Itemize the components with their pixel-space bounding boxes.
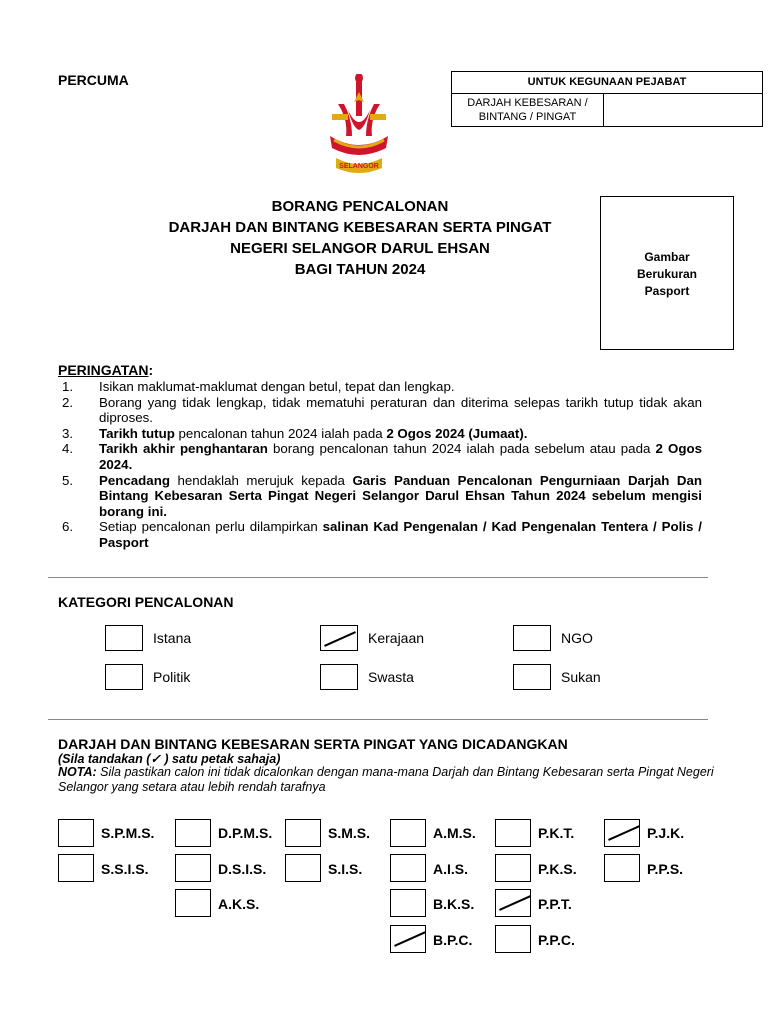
- warning-heading: [58, 362, 153, 378]
- checkbox-sms[interactable]: [285, 819, 321, 847]
- item-plain: pencalonan tahun 2024 ialah pada: [174, 425, 387, 441]
- office-use-label: [452, 93, 604, 126]
- award-label-dsis: D.S.I.S.: [218, 861, 267, 877]
- checkbox-bks[interactable]: [390, 889, 426, 917]
- award-label-bpc: B.P.C.: [433, 932, 473, 948]
- warning-heading-text: PERINGATAN: [58, 362, 149, 378]
- photo-line3: Pasport: [644, 284, 690, 298]
- office-use-title: UNTUK KEGUNAAN PEJABAT: [452, 72, 762, 94]
- item-plain: hendaklah merujuk kepada: [169, 472, 353, 488]
- category-label-sukan: Sukan: [561, 669, 601, 685]
- award-label-sms: S.M.S.: [328, 825, 371, 841]
- checkbox-dsis[interactable]: [175, 854, 211, 882]
- checkbox-ssis[interactable]: [58, 854, 94, 882]
- item-number: 2.: [62, 394, 74, 410]
- award-label-pps: P.P.S.: [647, 861, 684, 877]
- photo-line1: Gambar: [644, 250, 690, 264]
- item-bold: Tarikh akhir penghantaran: [99, 441, 268, 457]
- item-bold: Pencadang: [99, 472, 170, 488]
- list-item: [58, 441, 702, 472]
- award-label-ppc: P.P.C.: [538, 932, 575, 948]
- photo-line2: Berukuran: [636, 267, 698, 281]
- award-label-spms: S.P.M.S.: [101, 825, 155, 841]
- list-item: [58, 519, 702, 550]
- instruction-part-b: ) satu petak sahaja): [160, 752, 281, 766]
- checkbox-swasta[interactable]: [320, 664, 358, 690]
- item-number: 1.: [62, 379, 74, 394]
- checkbox-kerajaan[interactable]: [320, 625, 358, 651]
- award-label-bks: B.K.S.: [433, 896, 475, 912]
- item-text: [99, 473, 702, 520]
- list-item: [58, 426, 702, 442]
- section-divider: [48, 577, 708, 578]
- awards-heading: DARJAH DAN BINTANG KEBESARAN SERTA PINGAT YANG DICADANGKAN: [58, 736, 568, 752]
- item-text: [99, 426, 702, 442]
- checkbox-pjk[interactable]: [604, 819, 640, 847]
- note-label: NOTA:: [58, 765, 97, 779]
- list-item: [58, 395, 702, 426]
- award-label-pkt: P.K.T.: [538, 825, 575, 841]
- item-bold: Tarikh tutup: [99, 425, 175, 441]
- checkbox-pkt[interactable]: [495, 819, 531, 847]
- awards-instruction: [58, 751, 280, 766]
- item-number: 6.: [62, 519, 74, 535]
- selangor-crest-logo: [318, 74, 400, 178]
- note-text: Sila pastikan calon ini tidak dicalonkan dengan mana-mana Darjah dan Bintang Kebesaran serta Pingat Negeri Selangor yang setara atau lebih rendah tarafnya: [58, 765, 714, 794]
- item-number: 5.: [62, 472, 74, 488]
- office-label-line1: DARJAH KEBESARAN /: [467, 97, 588, 109]
- checkbox-ppc[interactable]: [495, 925, 531, 953]
- section-divider: [48, 719, 708, 720]
- checkbox-pps[interactable]: [604, 854, 640, 882]
- title-line3: NEGERI SELANGOR DARUL EHSAN: [230, 240, 490, 257]
- item-text: [99, 519, 702, 550]
- item-bold: salinan Kad Pengenalan / Kad Pengenalan Tentera / Polis / Pasport: [99, 519, 702, 550]
- item-text: [99, 441, 702, 472]
- award-label-ams: A.M.S.: [433, 825, 476, 841]
- award-label-ssis: S.S.I.S.: [101, 861, 149, 877]
- checkbox-ais[interactable]: [390, 854, 426, 882]
- checkbox-ngo[interactable]: [513, 625, 551, 651]
- item-text: Isikan maklumat-maklumat dengan betul, tepat dan lengkap.: [99, 379, 455, 394]
- awards-note: [58, 765, 718, 795]
- award-label-dpms: D.P.M.S.: [218, 825, 273, 841]
- free-label: PERCUMA: [58, 72, 129, 88]
- item-number: 4.: [62, 441, 74, 457]
- award-label-sis: S.I.S.: [328, 861, 363, 877]
- passport-photo-box[interactable]: [600, 196, 734, 350]
- checkbox-aks[interactable]: [175, 889, 211, 917]
- category-label-istana: Istana: [153, 630, 192, 646]
- award-label-aks: A.K.S.: [218, 896, 260, 912]
- category-label-politik: Politik: [153, 669, 191, 685]
- title-line2: DARJAH DAN BINTANG KEBESARAN SERTA PINGAT: [168, 219, 552, 236]
- category-label-ngo: NGO: [561, 630, 593, 646]
- item-bold: Garis Panduan Pencalonan Pengurniaan Darjah Dan Bintang Kebesaran Serta Pingat Negeri Selangor Darul Ehsan Tahun 2024 sebelum mengisi borang ini.: [99, 472, 703, 519]
- award-label-ppt: P.P.T.: [538, 896, 572, 912]
- title-line4: BAGI TAHUN 2024: [294, 261, 426, 278]
- checkbox-ams[interactable]: [390, 819, 426, 847]
- category-heading: KATEGORI PENCALONAN: [58, 594, 234, 610]
- category-label-swasta: Swasta: [368, 669, 414, 685]
- crest-text: SELANGOR: [339, 163, 379, 170]
- checkbox-spms[interactable]: [58, 819, 94, 847]
- checkbox-bpc[interactable]: [390, 925, 426, 953]
- office-label-line2: BINTANG / PINGAT: [478, 111, 577, 123]
- instruction-part-a: (Sila tandakan (: [58, 752, 151, 766]
- category-label-kerajaan: Kerajaan: [368, 630, 425, 646]
- award-label-pks: P.K.S.: [538, 861, 577, 877]
- item-plain: Setiap pencalonan perlu dilampirkan: [99, 519, 323, 535]
- award-label-pjk: P.J.K.: [647, 825, 685, 841]
- item-text: Borang yang tidak lengkap, tidak mematuhi peraturan dan diterima selepas tarikh tutup tidak akan diproses.: [99, 394, 702, 426]
- item-plain: borang pencalonan tahun 2024 ialah pada sebelum atau pada: [267, 441, 656, 457]
- item-bold: 2 Ogos 2024 (Jumaat).: [386, 425, 528, 441]
- checkbox-sis[interactable]: [285, 854, 321, 882]
- item-number: 3.: [62, 425, 74, 441]
- checkbox-istana[interactable]: [105, 625, 143, 651]
- item-bold: 2 Ogos 2024.: [99, 441, 702, 472]
- checkbox-politik[interactable]: [105, 664, 143, 690]
- checkbox-sukan[interactable]: [513, 664, 551, 690]
- tick-mark-icon: ✓: [150, 752, 161, 766]
- list-item: [58, 473, 702, 520]
- checkbox-pks[interactable]: [495, 854, 531, 882]
- warning-heading-colon: :: [148, 362, 154, 378]
- form-title: [120, 196, 600, 280]
- checkbox-ppt[interactable]: [495, 889, 531, 917]
- list-item: [58, 379, 702, 395]
- office-use-box: [451, 71, 763, 127]
- award-label-ais: A.I.S.: [433, 861, 469, 877]
- warning-list: [58, 379, 702, 551]
- checkbox-dpms[interactable]: [175, 819, 211, 847]
- title-line1: BORANG PENCALONAN: [271, 198, 449, 215]
